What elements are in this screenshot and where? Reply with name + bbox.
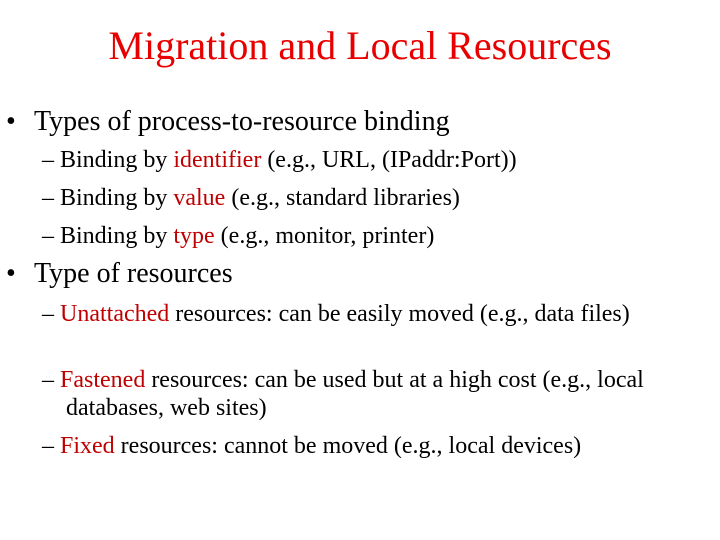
sub-lead: Binding by: [60, 185, 174, 211]
sub-rest: (e.g., URL, (IPaddr:Port)): [261, 147, 517, 173]
sub-item: [42, 222, 706, 250]
dash-marker: –: [42, 301, 54, 327]
dash-marker: –: [42, 223, 54, 249]
sub-lead: Binding by: [60, 147, 174, 173]
sub-item: [42, 366, 706, 422]
sub-item: [42, 432, 706, 460]
bullet-text: Type of resources: [34, 258, 233, 289]
dash-marker: –: [42, 147, 54, 173]
sub-rest: resources: can be easily moved (e.g., data files): [169, 301, 630, 327]
bullet-marker: •: [6, 258, 16, 289]
sub-rest: (e.g., standard libraries): [225, 185, 460, 211]
sub-item: [42, 184, 706, 212]
accent-term: identifier: [173, 147, 262, 173]
dash-marker: –: [42, 367, 54, 393]
accent-term: Unattached: [60, 301, 170, 327]
sub-rest: resources: cannot be moved (e.g., local devices): [114, 433, 582, 459]
bullet-text: Types of process-to-resource binding: [34, 106, 450, 137]
dash-marker: –: [42, 433, 54, 459]
sub-rest: (e.g., monitor, printer): [214, 223, 435, 249]
dash-marker: –: [42, 185, 54, 211]
accent-term: value: [173, 185, 226, 211]
sub-item: [42, 300, 706, 328]
accent-term: Fastened: [60, 367, 146, 393]
sub-rest: resources: can be used but at a high cost (e.g., local databases, web sites): [66, 367, 644, 421]
bullet-marker: •: [6, 106, 16, 137]
sub-lead: Binding by: [60, 223, 174, 249]
slide-title: Migration and Local Resources: [108, 23, 612, 68]
accent-term: Fixed: [60, 433, 115, 459]
bullet-resource-types: [6, 258, 233, 290]
accent-term: type: [173, 223, 215, 249]
sub-item: [42, 146, 706, 174]
bullet-binding-types: [6, 106, 450, 138]
